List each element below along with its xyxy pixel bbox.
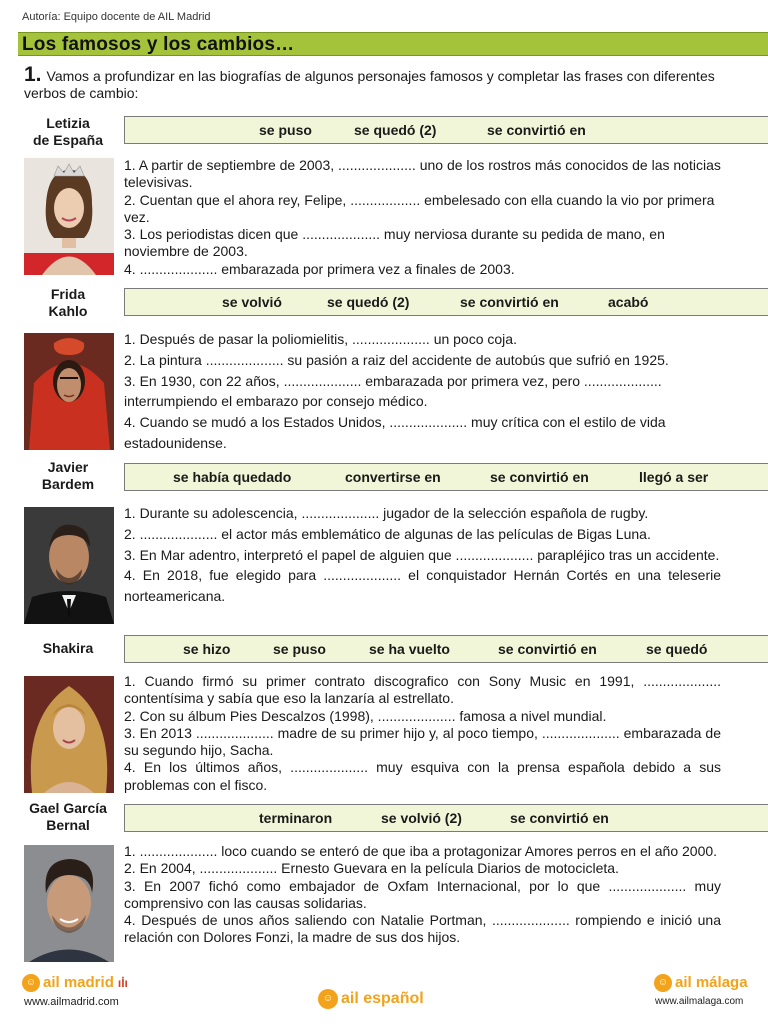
ail-malaga-logo [654, 974, 748, 992]
ail-logo-icon: ☺ [318, 989, 338, 1009]
sentence: 4. Cuando se mudó a los Estados Unidos, .................... muy crítica con el estilo de vida estadounidense. [124, 414, 666, 451]
verb-option: se puso [273, 641, 326, 657]
name-line: Frida [50, 286, 86, 302]
shakira-portrait-image [24, 676, 114, 793]
verb-option: se convirtió en [498, 641, 597, 657]
sentence: 4. Después de unos años saliendo con Natalie Portman, .................... rompiendo e inició una relación con Dolores Fonzi, la madre de sus dos hijos. [124, 912, 721, 946]
sentence: 2. .................... el actor más emblemático de algunas de las películas de Bigas Luna. [124, 525, 651, 542]
sentences-letizia [124, 157, 721, 278]
name-letizia [18, 115, 118, 149]
verb-option: se convirtió en [490, 469, 589, 485]
verb-option: se quedó [646, 641, 708, 657]
verb-box-frida [124, 288, 768, 316]
ail-logo-icon: ☺ [22, 974, 40, 992]
verb-option: se ha vuelto [369, 641, 450, 657]
sentence: 3. En 2007 fichó como embajador de Oxfam Internacional, por lo que .................... muy comprensivo con las causas solidarias. [124, 877, 721, 911]
verb-option: llegó a ser [639, 469, 709, 485]
verb-option: se puso [259, 122, 312, 138]
ail-logo-icon: ☺ [654, 974, 672, 992]
sentence: 3. En 1930, con 22 años, .................... embarazada por primera vez, pero .................... interrumpiendo el embarazo por consejo médico. [124, 372, 662, 410]
name-line: Letizia [46, 115, 90, 131]
verb-option: se había quedado [173, 469, 292, 485]
verb-option: se convirtió en [487, 122, 586, 138]
sentence: 3. En 2013 .................... madre de su primer hijo y, al poco tiempo, .................... embarazada de su segundo hijo, Sacha. [124, 724, 721, 759]
verb-option: se hizo [183, 641, 231, 657]
sentence: 1. Cuando firmó su primer contrato discografico con Sony Music en 1991, .................... contentísima y sabía que eso la lanzaría al estrellato. [124, 673, 721, 707]
exercise-instruction: Vamos a profundizar en las biografías de algunos personajes famosos y completar las frases con diferentes verbos de cambio: [24, 68, 715, 101]
sentence: 3. En Mar adentro, interpretó el papel de alguien que .................... parapléjico tras un accidente. [124, 546, 720, 563]
shakira-portrait [24, 676, 114, 793]
ail-malaga-url[interactable]: www.ailmalaga.com [655, 996, 744, 1007]
verb-box-letizia [124, 116, 768, 144]
sentence: 1. A partir de septiembre de 2003, .................... uno de los rostros más conocidos de las noticias televisivas. [124, 157, 721, 191]
sentence: 1. Durante su adolescencia, .................... jugador de la selección española de rugby. [124, 505, 649, 521]
exercise-intro [24, 63, 744, 102]
verb-option: se convirtió en [510, 810, 609, 826]
sentences-gael [124, 843, 721, 947]
name-line: Gael García [29, 800, 107, 816]
ail-espanol-logo [318, 989, 424, 1009]
sentence: 3. Los periodistas dicen que .................... muy nerviosa durante su pedida de mano, en noviembre de 2003. [124, 226, 665, 260]
ail-malaga-logo-text: ail málaga [675, 974, 748, 991]
name-frida [18, 286, 118, 320]
verb-option: acabó [608, 294, 649, 310]
bardem-portrait [24, 507, 114, 624]
verb-box-gael [124, 804, 768, 832]
verb-option: se volvió [222, 294, 282, 310]
exercise-number: 1. [24, 63, 42, 86]
name-shakira [18, 640, 118, 657]
name-bardem [18, 459, 118, 493]
ail-madrid-url[interactable]: www.ailmadrid.com [24, 996, 119, 1008]
name-line: Bardem [41, 476, 95, 492]
letizia-portrait-image [24, 158, 114, 275]
sentences-shakira [124, 673, 721, 794]
gael-portrait [24, 845, 114, 962]
title-bar [18, 32, 768, 56]
letizia-portrait [24, 158, 114, 275]
sentence: 4. En 2018, fue elegido para .................... el conquistador Hernán Cortés en una teleserie norteamericana. [124, 567, 721, 605]
name-line: Kahlo [48, 303, 88, 319]
sentence: 4. .................... embarazada por primera vez a finales de 2003. [124, 260, 515, 277]
verb-option: se volvió (2) [381, 810, 462, 826]
verb-option: se convirtió en [460, 294, 559, 310]
sentence: 2. Con su álbum Pies Descalzos (1998), .................... famosa a nivel mundial. [124, 707, 607, 724]
name-line: Shakira [42, 640, 94, 656]
ail-madrid-logo-text: ail madrid [43, 974, 114, 991]
sentence: 1. Después de pasar la poliomielitis, .................... un poco coja. [124, 331, 517, 347]
bardem-portrait-image [24, 507, 114, 624]
verb-box-shakira [124, 635, 768, 663]
sentence: 2. Cuentan que el ahora rey, Felipe, .................. embelesado con ella cuando la vio por primera vez. [124, 191, 715, 225]
name-line: Javier [47, 459, 89, 475]
frida-portrait-image [24, 333, 114, 450]
sentence: 4. En los últimos años, .................... muy esquiva con la prensa española debido a sus problemas con el fisco. [124, 759, 721, 793]
verb-option: convertirse en [345, 469, 441, 485]
sentences-bardem [124, 503, 721, 607]
ail-espanol-logo-text: ail español [341, 990, 424, 1008]
sentence: 2. En 2004, .................... Ernesto Guevara en la película Diarios de motocicleta. [124, 860, 619, 877]
sentence: 2. La pintura .................... su pasión a raiz del accidente de autobús que sufrió en 1925. [124, 351, 669, 368]
name-line: Bernal [46, 817, 90, 833]
sentences-frida [124, 329, 721, 454]
verb-option: se quedó (2) [327, 294, 410, 310]
name-gael [18, 800, 118, 834]
name-line: de España [32, 132, 104, 148]
sentence: 1. .................... loco cuando se enteró de que iba a protagonizar Amores perros en el año 2000. [124, 843, 718, 859]
gael-portrait-image [24, 845, 114, 962]
verb-option: terminaron [259, 810, 333, 826]
author-credit: Autoría: Equipo docente de AIL Madrid [22, 11, 211, 23]
madrid-bear-icon: ıİı [117, 976, 128, 990]
verb-box-bardem [124, 463, 768, 491]
ail-madrid-logo [22, 974, 128, 992]
verb-option: se quedó (2) [354, 122, 437, 138]
frida-portrait [24, 333, 114, 450]
page-title: Los famosos y los cambios… [22, 34, 295, 55]
